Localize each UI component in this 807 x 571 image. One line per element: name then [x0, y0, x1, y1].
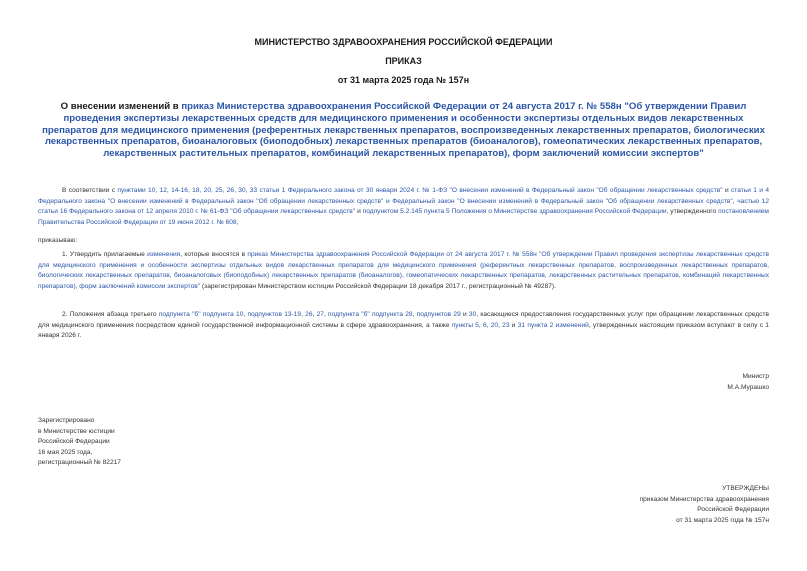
preamble-text: ,	[236, 218, 239, 226]
item-2-paragraph	[38, 310, 769, 342]
point-link[interactable]: 31 пункта 2 изменений	[517, 321, 589, 329]
registration-line: в Министерстве юстиции	[38, 427, 115, 435]
item-2-text: и	[509, 321, 518, 329]
government-decree-link[interactable]: постановлением Правительства Российской Федерации от 19 июня 2012 г. № 608	[38, 208, 769, 226]
item-2-text: ,	[412, 311, 417, 318]
item-2-text: ,	[301, 311, 306, 318]
registration-line: регистрационный № 82217	[38, 459, 121, 467]
item-2-text: ,	[486, 321, 491, 329]
point-link[interactable]: пункты 5	[451, 321, 479, 329]
approved-line: приказом Министерства здравоохранения	[639, 495, 769, 503]
title-prefix: О внесении изменений в	[60, 101, 182, 112]
point-link[interactable]: 6	[482, 321, 487, 329]
title-order-link[interactable]: приказ Министерства здравоохранения Российской Федерации от 24 августа 2017 г. № 558н "Об утверждении Правил проведения экспертизы лекарственных средств для медицинского применения и особенности экспертизы отдельных видов лекарственных препаратов для медицинского применения (референтных лекарственных препаратов, воспроизведенных лекарственных препаратов, биологических лекарственных препаратов, биоаналоговых (биоподобных) лекарственных препаратов (биоаналогов), гомеопатических лекарственных препаратов, лекарственных растительных препаратов, комбинаций лекарственных препаратов), форм заключений комиссии экспертов"	[42, 101, 765, 160]
subpoint-link[interactable]: подпунктов 13-19	[247, 311, 302, 318]
preamble-text: и	[722, 187, 731, 194]
ministry-heading: МИНИСТЕРСТВО ЗДРАВООХРАНЕНИЯ РОССИЙСКОЙ ФЕДЕРАЦИИ	[254, 37, 553, 47]
item-2-text: 2. Положения абзаца третьего	[62, 311, 159, 318]
point-link[interactable]: 20	[490, 321, 499, 329]
subpoint-link[interactable]: 26	[305, 311, 313, 318]
item-2-text: ,	[323, 311, 329, 318]
item-2-text: ,	[498, 321, 503, 329]
order-558n-link[interactable]: приказ Министерства здравоохранения Российской Федерации от 24 августа 2017 г. № 558н "Об утверждении Правил проведения экспертизы лекарственных средств для медицинского применения и особенности экспертизы отдельных видов лекарственных препаратов для медицинского применения (референтных лекарственных препаратов, воспроизведенных лекарственных препаратов, биологических лекарственных препаратов, биоаналоговых (биоподобных) лекарственных препаратов (биоаналогов), гомеопатических лекарственных препаратов, лекарственных растительных препаратов, комбинаций лекарственных препаратов), форм заключений комиссии экспертов"	[38, 251, 769, 290]
changes-link[interactable]: изменения	[147, 251, 181, 258]
registration-block	[38, 416, 121, 469]
preamble-text: , утвержденного	[666, 208, 719, 216]
preamble-text: ,	[732, 197, 738, 205]
item-1-text: , которые вносятся в	[180, 251, 248, 258]
law-articles-1-4-link[interactable]: статьи 1 и 4 Федерального закона "О внесении изменений в Федеральный закон "Об обращении лекарственных средств" и Федеральный закон "О внесении изменений в Федеральный закон "Об обращении лекарственных средств"	[38, 187, 770, 205]
subpoint-link[interactable]: подпункта "б" подпункта 10	[158, 311, 244, 318]
item-2-text: ,	[312, 311, 317, 318]
law-61fz-link[interactable]: частью 12 статьи 16 Федерального закона от 12 апреля 2010 г. № 61-ФЗ "Об обращении лекарственных средств"	[38, 197, 769, 216]
preamble-text: В соответствии с	[62, 187, 118, 194]
item-1-text: 1. Утвердить прилагаемые	[62, 251, 148, 258]
approved-block	[640, 484, 769, 526]
subpoint-link[interactable]: подпункта "б" подпункта 28	[328, 311, 413, 318]
item-2-text: , касающиеся предоставления государственных услуг при обращении лекарственных средств для медицинского применения посредством единой государственной информационной системы в сфере здравоохранения, а также	[38, 311, 769, 329]
law-1fz-link[interactable]: пунктами 10, 12, 14-16, 18, 20, 25, 26, 30, 33 статьи 1 Федерального закона от 30 января 2024 г. № 1-ФЗ "О внесении изменений в Федеральный закон "Об обращении лекарственных средств"	[117, 187, 723, 194]
item-2-text: ,	[243, 311, 248, 318]
subpoint-link[interactable]: 30	[468, 311, 477, 318]
item-2-text: и	[460, 311, 469, 318]
item-1-text: (зарегистрирован Министерством юстиции Российской Федерации 18 декабря 2017 г., регистрационный № 49287).	[200, 282, 556, 290]
document-title	[38, 101, 769, 160]
doc-type-heading: ПРИКАЗ	[385, 56, 422, 66]
signer-position: Министр	[742, 373, 769, 380]
item-2-text: ,	[478, 321, 483, 329]
item-2-text: , утвержденных настоящим приказом вступают в силу с 1 января 2026 г.	[38, 321, 769, 340]
preamble-text: и	[355, 208, 363, 216]
registration-line: Российской Федерации	[38, 438, 110, 446]
preamble-paragraph	[38, 186, 769, 228]
date-number-heading: от 31 марта 2025 года № 157н	[337, 75, 470, 85]
subpoint-link[interactable]: 27	[316, 311, 324, 318]
registration-line: Зарегистрировано	[38, 417, 95, 424]
approved-line: Российской Федерации	[697, 506, 769, 514]
item-1-paragraph	[38, 250, 769, 292]
order-word: приказываю:	[38, 237, 78, 244]
signer-name: М.А.Мурашко	[727, 383, 769, 391]
ministry-regulation-link[interactable]: подпунктом 5.2.145 пункта 5 Положения о Министерстве здравоохранения Российской Федерации	[362, 208, 667, 216]
point-link[interactable]: 23	[502, 321, 510, 329]
approved-line: УТВЕРЖДЕНЫ	[722, 485, 769, 492]
signature-block	[727, 372, 769, 393]
subpoint-link[interactable]: подпунктов 29	[416, 311, 461, 318]
approved-line: от 31 марта 2025 года № 157н	[676, 516, 769, 524]
registration-line: 16 мая 2025 года,	[38, 448, 93, 456]
